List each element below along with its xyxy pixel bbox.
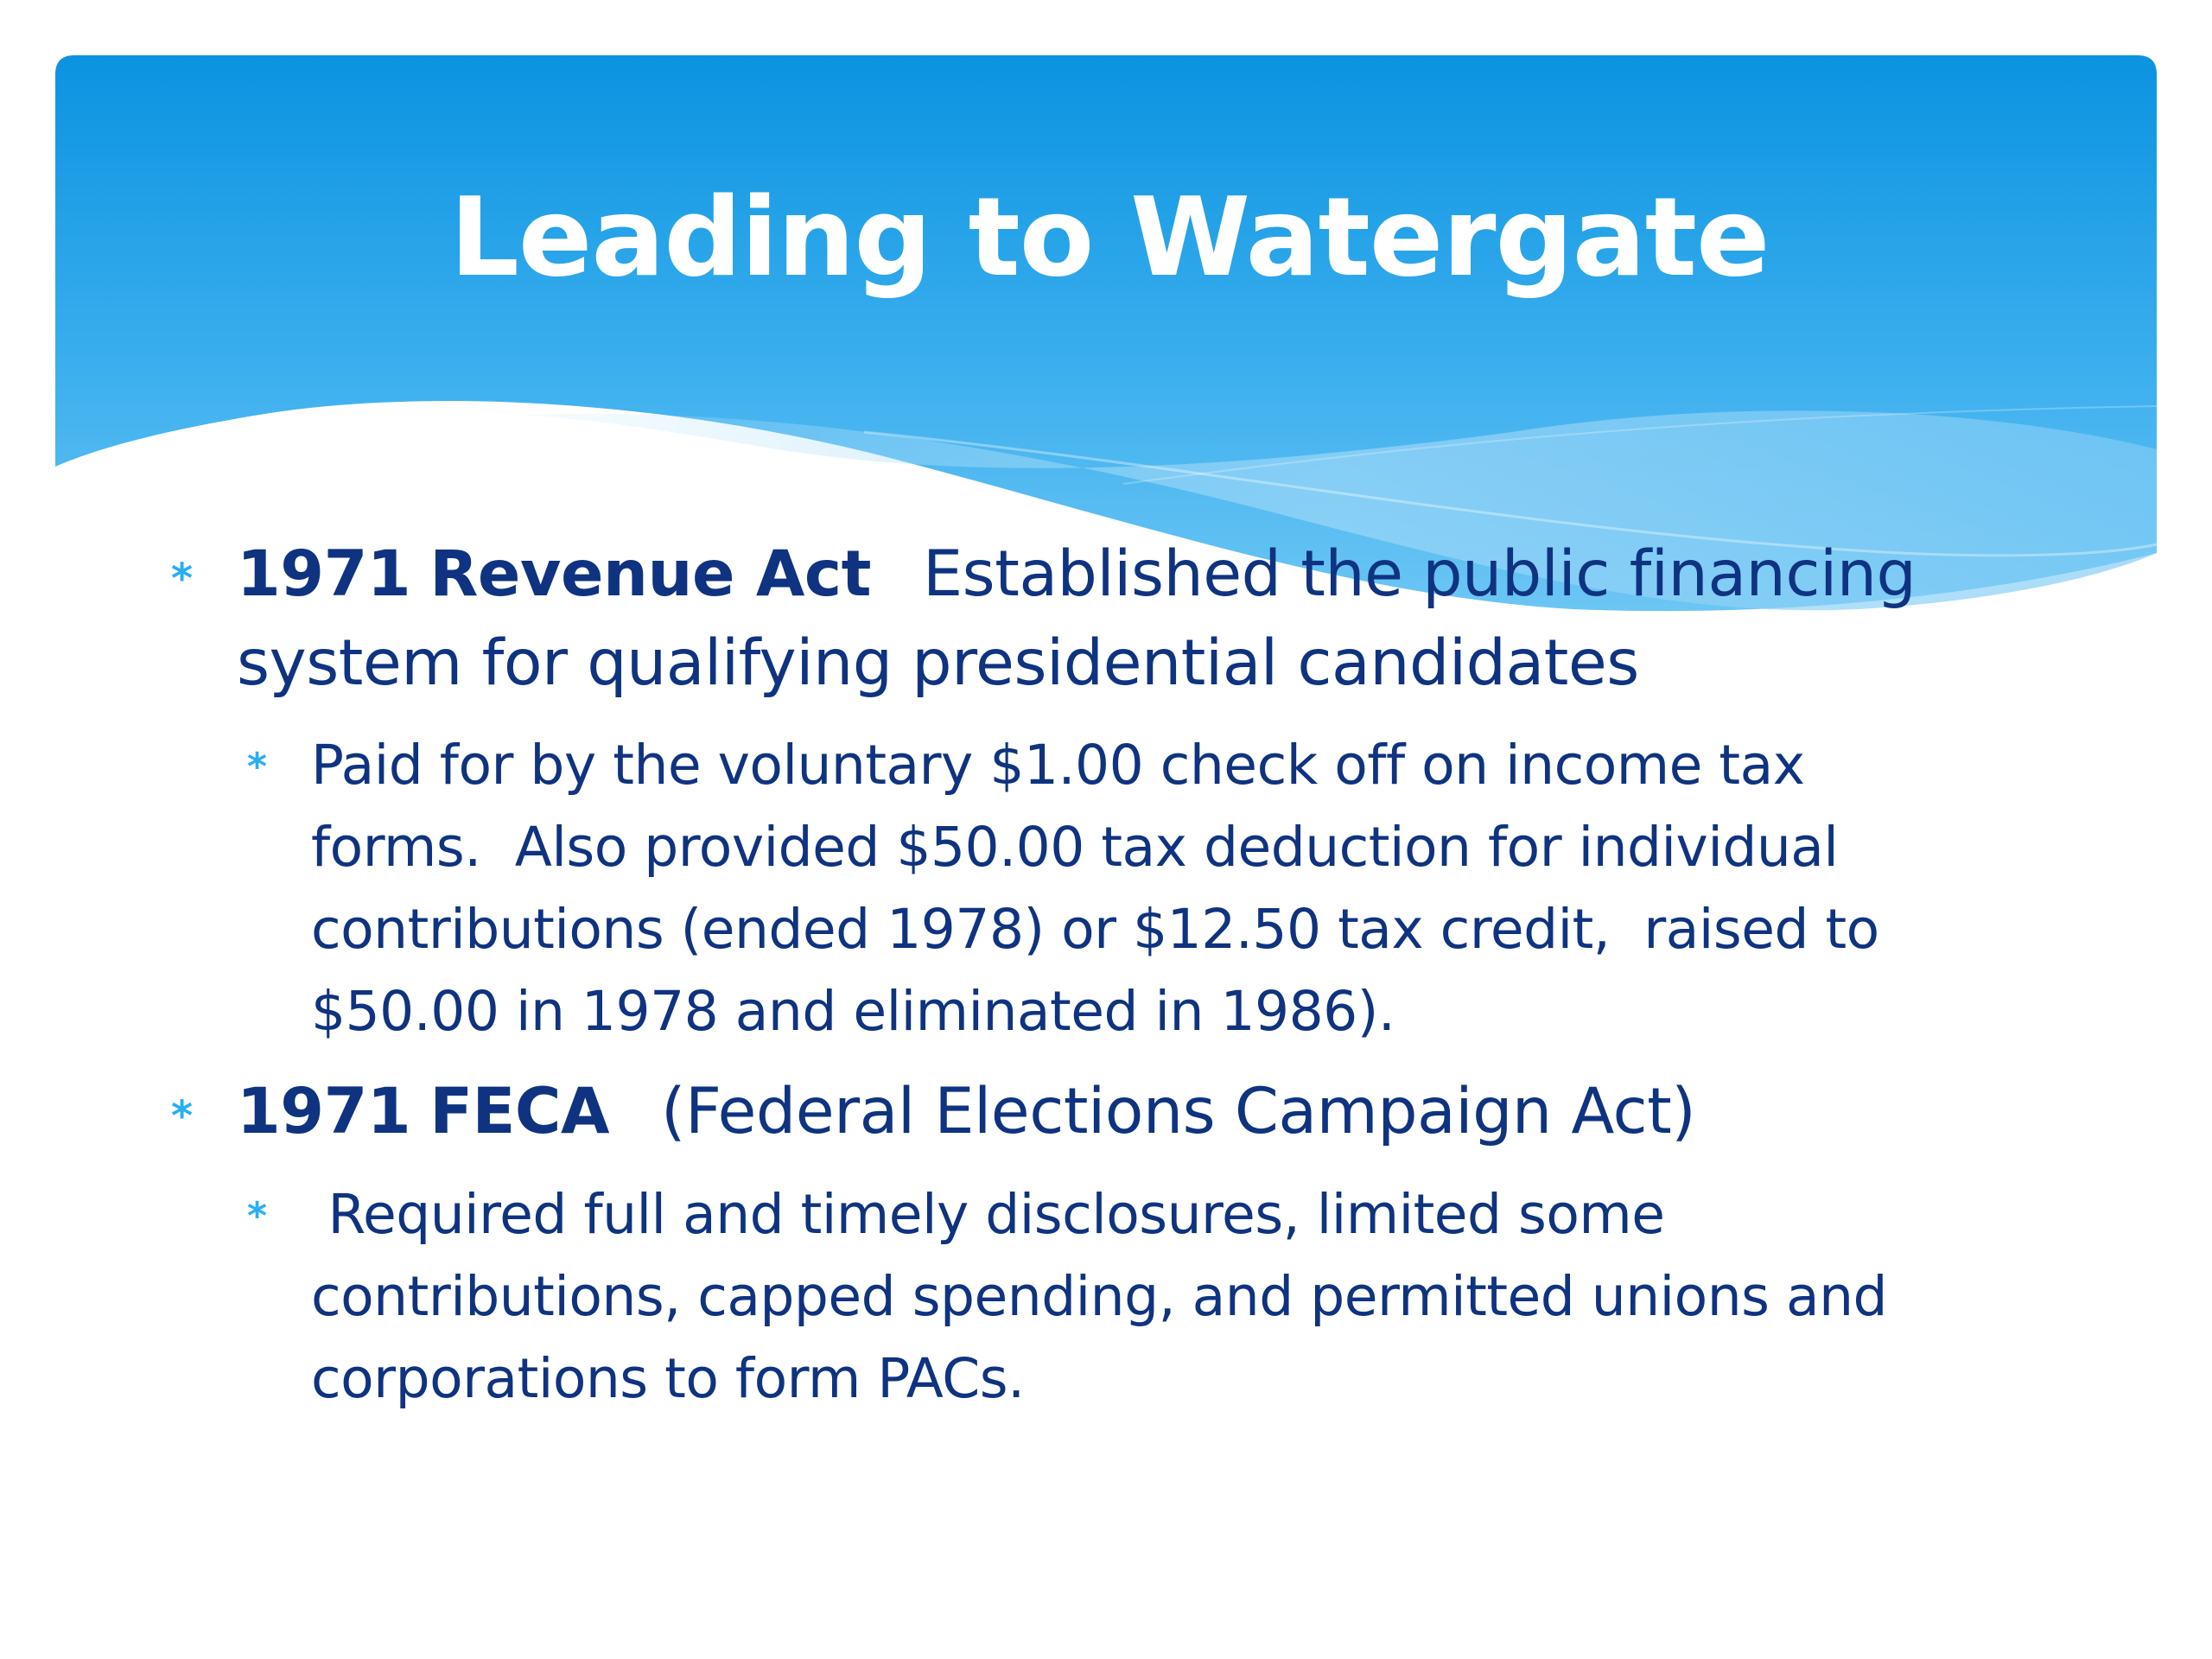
item-2-line-1 [237,1067,1695,1156]
item-1-line-1 [237,530,1916,619]
item-1-sub-line-2: forms. Also provided $50.00 tax deduction for individual [311,816,1839,879]
item-1-description: Established the public financing [923,537,1916,611]
item-2-sub-line-1: Required full and timely disclosures, limited some [311,1183,1665,1246]
item-1-sub-line-3: contributions (ended 1978) or $12.50 tax credit, raised to [311,898,1879,961]
bullet-icon: * [171,1092,194,1141]
item-2-description: (Federal Elections Campaign Act) [661,1075,1696,1148]
bullet-icon: * [171,555,194,603]
item-1-sub-line-1: Paid for by the voluntary $1.00 check off on income tax [311,734,1805,797]
item-2-name: FECA [429,1075,609,1148]
item-1-year: 1971 [237,537,411,611]
item-1-line-2: system for qualifying presidential candidates [237,626,1639,700]
slide-title: Leading to Watergate [449,174,1770,301]
item-1-name: Revenue Act [429,537,872,611]
item-2-sub-line-2: contributions, capped spending, and permitted unions and [311,1265,1888,1328]
item-1-sub-line-4: $50.00 in 1978 and eliminated in 1986). [311,980,1395,1043]
item-2-year: 1971 [237,1075,411,1148]
item-2-sub-line-3: corporations to form PACs. [311,1347,1025,1410]
sub-bullet-icon: * [247,1194,268,1238]
sub-bullet-icon: * [247,745,268,789]
